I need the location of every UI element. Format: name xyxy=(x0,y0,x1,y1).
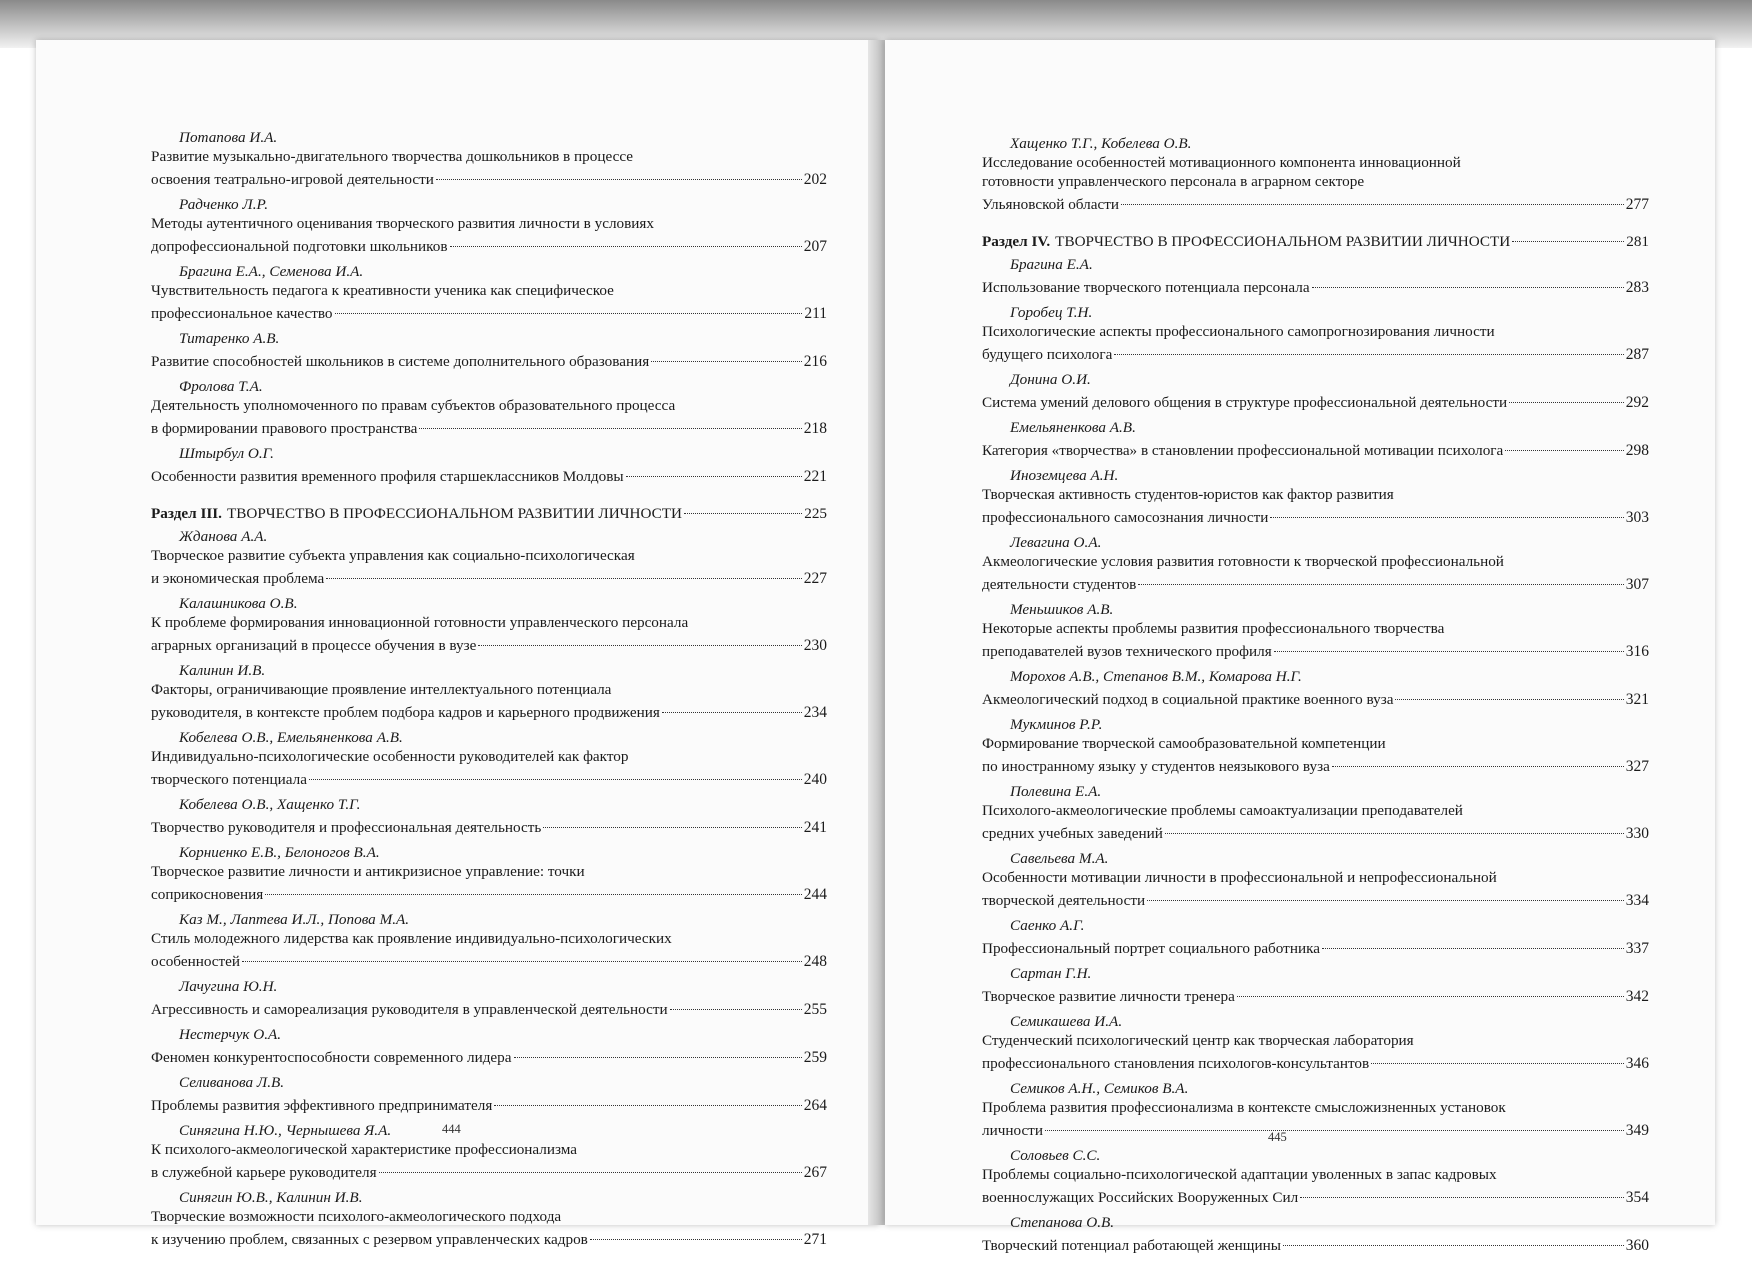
entry-title-line: Студенческий психологический центр как творческая лаборатория xyxy=(982,1032,1414,1049)
section-title: ТВОРЧЕСТВО В ПРОФЕССИОНАЛЬНОМ РАЗВИТИИ ЛИЧНОСТИ xyxy=(1055,233,1511,250)
entry-page: 230 xyxy=(803,637,827,654)
entry-title-line xyxy=(982,820,1649,843)
entry-page: 264 xyxy=(803,1097,827,1114)
entry-title-text: Система умений делового общения в структуре профессиональной деятельности xyxy=(982,394,1508,411)
entry-page: 218 xyxy=(803,420,827,437)
toc-entry xyxy=(982,667,1649,709)
dot-leader xyxy=(1121,187,1624,205)
entry-author: Жданова А.А. xyxy=(179,528,268,545)
entry-title-line: Чувствительность педагога к креативности ученика как специфическое xyxy=(151,282,614,299)
entry-author: Нестерчук О.А. xyxy=(179,1026,282,1043)
entry-title-line xyxy=(151,632,827,655)
entry-title-text: преподавателей вузов технического профиля xyxy=(982,643,1272,660)
entry-page: 303 xyxy=(1625,509,1649,526)
entry-author: Емельяненкова А.В. xyxy=(1010,419,1136,436)
entry-title-line xyxy=(982,389,1649,412)
entry-title-line xyxy=(151,1092,827,1115)
entry-title-line xyxy=(982,1232,1649,1255)
toc-entry xyxy=(151,843,827,904)
entry-title-text: в служебной карьере руководителя xyxy=(151,1164,377,1181)
entry-page: 244 xyxy=(803,886,827,903)
dot-leader xyxy=(1274,634,1624,652)
entry-title-line: Психолого-акмеологические проблемы самоактуализации преподавателей xyxy=(982,802,1463,819)
entry-title-line: Проблемы социально-психологической адаптации уволенных в запас кадровых xyxy=(982,1166,1497,1183)
section-heading xyxy=(982,228,1649,251)
entry-title-line xyxy=(982,274,1649,297)
toc-entry xyxy=(982,418,1649,460)
dot-leader xyxy=(1509,385,1624,403)
entry-title-line xyxy=(151,300,827,323)
dot-leader xyxy=(651,344,802,362)
toc-entry xyxy=(151,910,827,971)
entry-title-line: Проблема развития профессионализма в контексте смысложизненных установок xyxy=(982,1099,1506,1116)
entry-author: Полевина Е.А. xyxy=(1010,783,1102,800)
toc-entry xyxy=(982,134,1649,214)
entry-page: 330 xyxy=(1625,825,1649,842)
toc-entry xyxy=(982,303,1649,364)
toc-entry xyxy=(151,977,827,1019)
entry-title-line: Творческая активность студентов-юристов как фактор развития xyxy=(982,486,1394,503)
entry-title-line: готовности управленческого персонала в аграрном секторе xyxy=(982,173,1365,190)
entry-title-line xyxy=(982,686,1649,709)
entry-title-text: руководителя, в контексте проблем подбора кадров и карьерного продвижения xyxy=(151,704,660,721)
entry-author: Фролова Т.А. xyxy=(179,378,263,395)
toc-entry xyxy=(982,916,1649,958)
dot-leader xyxy=(326,561,802,579)
entry-author: Хащенко Т.Г., Кобелева О.В. xyxy=(1010,135,1192,152)
entry-page: 267 xyxy=(803,1164,827,1181)
entry-page: 259 xyxy=(803,1049,827,1066)
entry-title-line xyxy=(151,1159,827,1182)
dot-leader xyxy=(265,877,801,895)
entry-title-text: освоения театрально-игровой деятельности xyxy=(151,171,434,188)
entry-page: 234 xyxy=(803,704,827,721)
dot-leader xyxy=(419,411,801,429)
entry-page: 221 xyxy=(803,468,827,485)
entry-author: Меньшиков А.В. xyxy=(1010,601,1114,618)
entry-title-line xyxy=(151,233,827,256)
toc-entry xyxy=(151,1025,827,1067)
entry-title-line xyxy=(982,191,1649,214)
toc-entry xyxy=(982,1213,1649,1255)
section-page: 281 xyxy=(1626,233,1649,250)
entry-page: 287 xyxy=(1625,346,1649,363)
entry-author: Кобелева О.В., Хащенко Т.Г. xyxy=(179,796,361,813)
dot-leader xyxy=(1300,1180,1624,1198)
entry-title-line: Стиль молодежного лидерства как проявление индивидуально-психологических xyxy=(151,930,672,947)
entry-title-text: Ульяновской области xyxy=(982,196,1119,213)
dot-leader xyxy=(1045,1113,1624,1131)
entry-page: 360 xyxy=(1625,1237,1649,1254)
entry-author: Синягин Ю.В., Калинин И.В. xyxy=(179,1189,363,1206)
toc-entry xyxy=(982,370,1649,412)
entry-title-line xyxy=(151,565,827,588)
dot-leader xyxy=(1505,433,1623,451)
entry-title-line: Индивидуально-психологические особенности руководителей как фактор xyxy=(151,748,629,765)
entry-title-text: аграрных организаций в процессе обучения в вузе xyxy=(151,637,477,654)
entry-title-text: Творческий потенциал работающей женщины xyxy=(982,1237,1281,1254)
dot-leader xyxy=(1312,270,1624,288)
table-of-contents-left xyxy=(151,128,827,1255)
toc-entry xyxy=(982,964,1649,1006)
entry-author: Калинин И.В. xyxy=(179,662,266,679)
dot-leader xyxy=(1395,682,1623,700)
dot-leader xyxy=(309,762,802,780)
toc-entry xyxy=(151,728,827,789)
toc-entry xyxy=(151,128,827,189)
entry-page: 327 xyxy=(1625,758,1649,775)
entry-title-line: Акмеологические условия развития готовности к творческой профессиональной xyxy=(982,553,1504,570)
entry-page: 248 xyxy=(803,953,827,970)
entry-title-text: Агрессивность и самореализация руководителя в управленческой деятельности xyxy=(151,1001,668,1018)
toc-entry xyxy=(151,795,827,837)
entry-author: Корниенко Е.В., Белоногов В.А. xyxy=(179,844,380,861)
entry-title-line xyxy=(982,1184,1649,1207)
entry-author: Семикашева И.А. xyxy=(1010,1013,1123,1030)
entry-title-line: Творческое развитие личности и антикризисное управление: точки xyxy=(151,863,585,880)
entry-title-text: будущего психолога xyxy=(982,346,1113,363)
entry-title-line xyxy=(151,1226,827,1249)
entry-title-text: соприкосновения xyxy=(151,886,264,903)
entry-page: 349 xyxy=(1625,1122,1649,1139)
dot-leader xyxy=(335,296,803,314)
toc-entry xyxy=(151,527,827,588)
dot-leader xyxy=(543,810,801,828)
entry-author: Саенко А.Г. xyxy=(1010,917,1085,934)
entry-author: Титаренко А.В. xyxy=(179,330,280,347)
dot-leader xyxy=(494,1088,801,1106)
entry-page: 283 xyxy=(1625,279,1649,296)
entry-author: Брагина Е.А. xyxy=(1010,256,1093,273)
entry-title-text: по иностранному языку у студентов неязыкового вуза xyxy=(982,758,1330,775)
entry-page: 216 xyxy=(803,353,827,370)
entry-title-text: творческого потенциала xyxy=(151,771,307,788)
entry-title-text: творческой деятельности xyxy=(982,892,1146,909)
entry-title-text: Использование творческого потенциала персонала xyxy=(982,279,1310,296)
entry-page: 307 xyxy=(1625,576,1649,593)
dot-leader xyxy=(1138,567,1623,585)
entry-author: Морохов А.В., Степанов В.М., Комарова Н.Г. xyxy=(1010,668,1302,685)
entry-page: 354 xyxy=(1625,1189,1649,1206)
entry-title-line: Психологические аспекты профессионального самопрогнозирования личности xyxy=(982,323,1495,340)
right-page xyxy=(885,40,1715,1254)
toc-entry xyxy=(151,377,827,438)
entry-title-line: Факторы, ограничивающие проявление интеллектуального потенциала xyxy=(151,681,612,698)
entry-author: Синягина Н.Ю., Чернышева Я.А. xyxy=(179,1122,392,1139)
dot-leader xyxy=(1147,883,1624,901)
toc-entry xyxy=(982,466,1649,527)
entry-title-line xyxy=(151,881,827,904)
entry-title-line xyxy=(982,571,1649,594)
entry-author: Селиванова Л.В. xyxy=(179,1074,285,1091)
entry-author: Лачугина Ю.Н. xyxy=(179,978,278,995)
entry-title-line xyxy=(982,1117,1649,1140)
entry-page: 207 xyxy=(803,238,827,255)
entry-author: Левагина О.А. xyxy=(1010,534,1102,551)
dot-leader xyxy=(450,229,802,247)
entry-title-text: профессионального становления психологов-консультантов xyxy=(982,1055,1370,1072)
entry-title-text: особенностей xyxy=(151,953,241,970)
entry-author: Савельева М.А. xyxy=(1010,850,1109,867)
entry-author: Потапова И.А. xyxy=(179,129,278,146)
entry-page: 277 xyxy=(1625,196,1649,213)
toc-entry xyxy=(151,1073,827,1115)
entry-title-line xyxy=(151,996,827,1019)
entry-page: 342 xyxy=(1625,988,1649,1005)
toc-entry xyxy=(982,1079,1649,1140)
toc-entry xyxy=(151,329,827,371)
entry-title-text: профессиональное качество xyxy=(151,305,333,322)
entry-page: 202 xyxy=(803,171,827,188)
dot-leader xyxy=(379,1155,802,1173)
entry-title-line: Некоторые аспекты проблемы развития профессионального творчества xyxy=(982,620,1445,637)
entry-title-line: Творческое развитие субъекта управления как социально-психологическая xyxy=(151,547,635,564)
toc-entry xyxy=(151,661,827,722)
entry-title-line: Методы аутентичного оценивания творческого развития личности в условиях xyxy=(151,215,655,232)
dot-leader xyxy=(1322,931,1624,949)
entry-title-line: К проблеме формирования инновационной готовности управленческого персонала xyxy=(151,614,689,631)
entry-title-text: допрофессиональной подготовки школьников xyxy=(151,238,448,255)
section-title: ТВОРЧЕСТВО В ПРОФЕССИОНАЛЬНОМ РАЗВИТИИ ЛИЧНОСТИ xyxy=(226,505,683,522)
entry-title-text: Акмеологический подход в социальной практике военного вуза xyxy=(982,691,1394,708)
dot-leader xyxy=(662,695,802,713)
entry-title-line xyxy=(982,887,1649,910)
entry-author: Семиков А.Н., Семиков В.А. xyxy=(1010,1080,1189,1097)
entry-title-line xyxy=(151,766,827,789)
toc-entry xyxy=(151,594,827,655)
page-number-left: 444 xyxy=(442,1122,461,1136)
dot-leader xyxy=(1237,979,1624,997)
toc-entry xyxy=(982,849,1649,910)
entry-page: 240 xyxy=(803,771,827,788)
dot-leader xyxy=(590,1222,802,1240)
toc-entry xyxy=(151,444,827,486)
entry-page: 292 xyxy=(1625,394,1649,411)
entry-title-text: личности xyxy=(982,1122,1043,1139)
toc-entry xyxy=(151,195,827,256)
toc-entry xyxy=(982,715,1649,776)
dot-leader xyxy=(436,162,802,180)
entry-author: Донина О.И. xyxy=(1010,371,1091,388)
toc-entry xyxy=(982,1146,1649,1207)
entry-author: Иноземцева А.Н. xyxy=(1010,467,1119,484)
entry-title-text: Развитие способностей школьников в системе дополнительного образования xyxy=(151,353,650,370)
dot-leader xyxy=(478,628,801,646)
entry-title-line xyxy=(151,166,827,189)
entry-title-text: в формировании правового пространства xyxy=(151,420,418,437)
entry-title-line xyxy=(982,1050,1649,1073)
toc-entry xyxy=(982,255,1649,297)
dot-leader xyxy=(1371,1046,1624,1064)
entry-title-line xyxy=(982,935,1649,958)
entry-title-line xyxy=(982,983,1649,1006)
dot-leader xyxy=(1165,816,1624,834)
toc-entry xyxy=(151,262,827,323)
dot-leader xyxy=(1270,500,1623,518)
entry-title-line xyxy=(982,437,1649,460)
dot-leader xyxy=(1283,1228,1624,1246)
toc-entry xyxy=(982,782,1649,843)
entry-title-line xyxy=(151,463,827,486)
table-of-contents-right xyxy=(982,134,1649,1261)
entry-title-text: Проблемы развития эффективного предпринимателя xyxy=(151,1097,493,1114)
entry-title-line: Деятельность уполномоченного по правам субъектов образовательного процесса xyxy=(151,397,676,414)
toc-entry xyxy=(982,533,1649,594)
entry-title-line xyxy=(151,814,827,837)
dot-leader xyxy=(1332,749,1624,767)
entry-title-line xyxy=(151,415,827,438)
dot-leader xyxy=(670,992,802,1010)
entry-author: Степанова О.В. xyxy=(1010,1214,1115,1231)
entry-title-line xyxy=(982,504,1649,527)
dot-leader xyxy=(1114,337,1623,355)
entry-title-line xyxy=(151,948,827,971)
entry-page: 346 xyxy=(1625,1055,1649,1072)
entry-page: 298 xyxy=(1625,442,1649,459)
entry-title-text: Профессиональный портрет социального работника xyxy=(982,940,1320,957)
entry-page: 271 xyxy=(803,1231,827,1248)
left-page xyxy=(36,40,880,1248)
entry-page: 321 xyxy=(1625,691,1649,708)
entry-page: 211 xyxy=(804,305,827,322)
entry-title-text: средних учебных заведений xyxy=(982,825,1163,842)
entry-title-line xyxy=(151,699,827,722)
section-label: Раздел IV. xyxy=(982,233,1051,250)
entry-page: 241 xyxy=(803,819,827,836)
entry-title-line xyxy=(982,341,1649,364)
entry-title-text: и экономическая проблема xyxy=(151,570,325,587)
toc-entry xyxy=(151,1121,827,1182)
entry-page: 334 xyxy=(1625,892,1649,909)
entry-author: Мукминов Р.Р. xyxy=(1010,716,1103,733)
entry-title-line xyxy=(151,348,827,371)
entry-title-line: Особенности мотивации личности в профессиональной и непрофессиональной xyxy=(982,869,1497,886)
section-heading xyxy=(151,500,827,523)
entry-author: Кобелева О.В., Емельяненкова А.В. xyxy=(179,729,403,746)
section-label: Раздел III. xyxy=(151,505,222,522)
dot-leader xyxy=(626,459,802,477)
entry-author: Каз М., Лаптева И.Л., Попова М.А. xyxy=(179,911,410,928)
entry-page: 227 xyxy=(803,570,827,587)
entry-title-text: профессионального самосознания личности xyxy=(982,509,1269,526)
section-page: 225 xyxy=(804,505,827,522)
entry-author: Горобец Т.Н. xyxy=(1010,304,1093,321)
entry-page: 337 xyxy=(1625,940,1649,957)
entry-title-text: к изучению проблем, связанных с резервом управленческих кадров xyxy=(151,1231,588,1248)
entry-title-text: военнослужащих Российских Вооруженных Сил xyxy=(982,1189,1299,1206)
dot-leader xyxy=(514,1040,802,1058)
entry-title-line: Исследование особенностей мотивационного компонента инновационной xyxy=(982,154,1461,171)
entry-title-text: Особенности развития временного профиля старшеклассников Молдовы xyxy=(151,468,624,485)
toc-entry xyxy=(982,600,1649,661)
toc-entry xyxy=(151,1188,827,1249)
entry-author: Соловьев С.С. xyxy=(1010,1147,1101,1164)
entry-author: Брагина Е.А., Семенова И.А. xyxy=(179,263,364,280)
entry-author: Сартан Г.Н. xyxy=(1010,965,1092,982)
entry-title-line xyxy=(151,1044,827,1067)
entry-title-text: Творческое развитие личности тренера xyxy=(982,988,1235,1005)
entry-title-line: Формирование творческой самообразовательной компетенции xyxy=(982,735,1386,752)
entry-author: Радченко Л.Р. xyxy=(179,196,269,213)
entry-title-text: Категория «творчества» в становлении профессиональной мотивации психолога xyxy=(982,442,1504,459)
entry-page: 316 xyxy=(1625,643,1649,660)
dot-leader xyxy=(684,496,802,514)
entry-title-line: Развитие музыкально-двигательного творчества дошкольников в процессе xyxy=(151,148,633,165)
toc-entry xyxy=(982,1012,1649,1073)
entry-page: 255 xyxy=(803,1001,827,1018)
dot-leader xyxy=(1512,224,1624,242)
entry-title-text: Феномен конкурентоспособности современного лидера xyxy=(151,1049,512,1066)
entry-title-line: Творческие возможности психолого-акмеологического подхода xyxy=(151,1208,562,1225)
entry-title-line xyxy=(982,638,1649,661)
entry-author: Штырбул О.Г. xyxy=(179,445,274,462)
entry-title-text: деятельности студентов xyxy=(982,576,1137,593)
entry-title-text: Творчество руководителя и профессиональная деятельность xyxy=(151,819,542,836)
dot-leader xyxy=(242,944,802,962)
page-number-right: 445 xyxy=(1268,1130,1287,1144)
entry-title-line xyxy=(982,753,1649,776)
entry-title-line: К психолого-акмеологической характеристике профессионализма xyxy=(151,1141,578,1158)
entry-author: Калашникова О.В. xyxy=(179,595,298,612)
